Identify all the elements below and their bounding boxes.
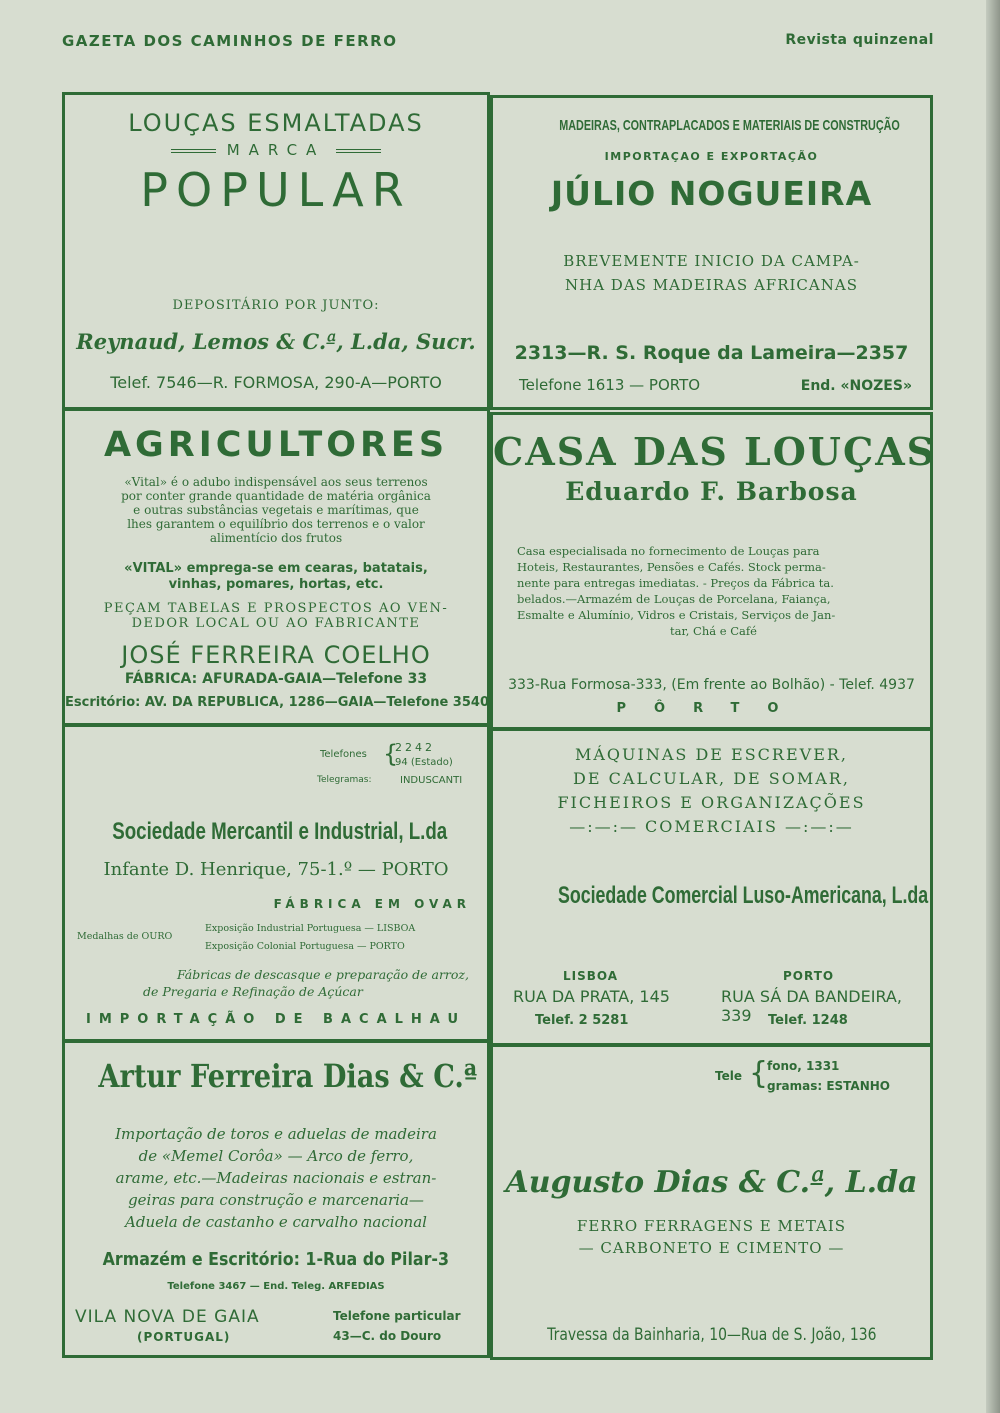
- ad5-italic1: Fábricas de descasque e preparação de arroz,: [176, 967, 469, 982]
- ad2-address: 2313—R. S. Roque da Lameira—2357: [514, 342, 909, 364]
- ad6-porto-tel: Telef. 1248: [768, 1013, 848, 1028]
- ad1-brand: POPULAR: [140, 163, 412, 217]
- ad4-city: PÔRTO: [616, 701, 807, 716]
- ad7-t3: arame, etc.—Madeiras nacionais e estran-: [115, 1169, 437, 1187]
- ad8-tele: Tele: [715, 1069, 742, 1083]
- ad2-name: JÚLIO NOGUEIRA: [550, 174, 873, 213]
- ad8-address: Travessa da Bainharia, 10—Rua de S. João, 136: [546, 1325, 877, 1345]
- ad7-t4: geiras para construção e marcenaria—: [128, 1191, 424, 1209]
- ad2-text1: BREVEMENTE INICIO DA CAMPA-: [563, 252, 860, 270]
- ad3-p1-l1: «Vital» é o adubo indispensável aos seus terrenos: [124, 475, 428, 489]
- ad3-p1-l2: por conter grande quantidade de matéria orgânica: [121, 489, 431, 503]
- ad5-expo2: Exposição Colonial Portuguesa — PORTO: [205, 941, 405, 952]
- ad5-telegramas-label: Telegramas:: [317, 775, 372, 785]
- ad2-phone: Telefone 1613 — PORTO: [519, 376, 701, 394]
- ad3-fabrica: FÁBRICA: AFURADA-GAIA—Telefone 33: [124, 671, 428, 687]
- ad8-name: Augusto Dias & C.ª, L.da: [505, 1165, 918, 1200]
- ad6-l2: DE CALCULAR, DE SOMAR,: [573, 769, 850, 788]
- ad7-name: Artur Ferreira Dias & C.ª: [98, 1057, 478, 1095]
- ad4-t3: nente para entregas imediatas. - Preços da Fábrica ta.: [517, 576, 834, 590]
- ad-sociedade-mercantil: Telefones { 2242 94 (Estado) Telegramas: INDUSCANTI Sociedade Mercantil e Industrial, L.da Infante D. Henrique, 75-1.º — PORTO FÁBRICA EM OVAR Medalhas de OURO Exposição Industrial Portuguesa — LISBOA Exposição Colonial Portuguesa — PORTO Fábricas de descasque e preparação de arroz, de Pregaria e Refinação de Açúcar IMPORTAÇÃO DE BACALHAU: [62, 724, 490, 1042]
- ad-agricultores: [62, 408, 490, 726]
- ad2-end: End. «NOZES»: [800, 378, 912, 394]
- ad4-t1: Casa especialisada no fornecimento de Louças para: [517, 544, 820, 558]
- ad8-fono: fono, 1331: [767, 1059, 840, 1073]
- ad5-bottom: IMPORTAÇÃO DE BACALHAU: [85, 1012, 467, 1027]
- ad-artur-ferreira: [62, 1040, 490, 1358]
- ad3-p2-l1: «VITAL» emprega-se em cearas, batatais,: [124, 561, 428, 576]
- ad7-country: (PORTUGAL): [137, 1330, 231, 1344]
- ad6-lisboa-tel: Telef. 2 5281: [535, 1013, 629, 1028]
- ad6-name: Sociedade Comercial Luso-Americana, L.da: [558, 882, 929, 909]
- ad2-text2: NHA DAS MADEIRAS AFRICANAS: [565, 276, 858, 294]
- ad6-porto: PORTO: [783, 969, 835, 983]
- ad-luso-americana: [490, 728, 933, 1046]
- ad1-contact: Telef. 7546—R. FORMOSA, 290-A—PORTO: [110, 373, 442, 392]
- ad7-tel-part-l2: 43—C. do Douro: [333, 1329, 442, 1343]
- header-right: Revista quinzenal: [785, 32, 934, 48]
- ad3-p3-l2: DEDOR LOCAL OU AO FABRICANTE: [131, 616, 421, 631]
- ad7-t2: de «Memel Corôa» — Arco de ferro,: [138, 1147, 414, 1165]
- ad3-escritorio: Escritório: AV. DA REPUBLICA, 1286—GAIA—Telefone 3540: [65, 695, 489, 710]
- ad1-marca: MARCA: [226, 141, 326, 159]
- ad7-t5: Aduela de castanho e carvalho nacional: [125, 1213, 427, 1231]
- ad5-tel1: 2242: [395, 741, 435, 754]
- ad-loucas-popular: [62, 92, 490, 410]
- ad6-lisboa-addr: RUA DA PRATA, 145: [513, 987, 670, 1006]
- ad4-title: CASA DAS LOUÇAS: [493, 429, 937, 474]
- ad3-p3-l1: PEÇAM TABELAS E PROSPECTOS AO VEN-: [103, 601, 449, 616]
- ad6-l4: —:—:— COMERCIAIS —:—:—: [569, 817, 854, 836]
- ad7-t1: Importação de toros e aduelas de madeira: [115, 1125, 437, 1143]
- ad5-telegramas: INDUSCANTI: [400, 775, 463, 786]
- ad5-name: Sociedade Mercantil e Industrial, L.da: [112, 818, 448, 845]
- ad3-p1-l5: alimentício dos frutos: [209, 531, 343, 545]
- page-edge-shadow: [986, 0, 1000, 1413]
- ad1-line1: LOUÇAS ESMALTADAS: [128, 109, 424, 137]
- ad7-armazem: Armazém e Escritório: 1-Rua do Pilar-3: [102, 1249, 450, 1270]
- ad6-l1: MÁQUINAS DE ESCREVER,: [574, 745, 849, 764]
- ad4-t4: belados.—Armazém de Louças de Porcelana, Faiança,: [517, 592, 831, 606]
- ad4-t2: Hoteis, Restaurantes, Pensões e Cafés. Stock perma-: [517, 560, 826, 574]
- ad3-name: JOSÉ FERREIRA COELHO: [121, 641, 431, 669]
- ad5-fabrica: FÁBRICA EM OVAR: [273, 897, 471, 911]
- ad3-p1-l3: e outras substâncias vegetais e marítimas, que: [133, 503, 419, 517]
- ad8-l1: FERRO FERRAGENS E METAIS: [576, 1217, 847, 1235]
- ad5-expo1: Exposição Industrial Portuguesa — LISBOA: [205, 923, 416, 934]
- ad2-line2: IMPORTAÇAO E EXPORTAÇÃO: [604, 150, 819, 163]
- ad1-company: Reynaud, Lemos & C.ª, L.da, Sucr.: [76, 329, 476, 354]
- ad6-l3: FICHEIROS E ORGANIZAÇÕES: [557, 793, 866, 812]
- ad6-lisboa: LISBOA: [563, 969, 619, 983]
- ad5-italic2: de Pregaria e Refinação de Açúcar: [143, 984, 363, 999]
- ad3-p1-l4: lhes garantem o equilíbrio dos terrenos e o valor: [127, 517, 425, 531]
- ad4-address: 333-Rua Formosa-333, (Em frente ao Bolhão) - Telef. 4937: [508, 677, 915, 693]
- ad-julio-nogueira: [490, 95, 933, 410]
- ad8-l2: — CARBONETO E CIMENTO —: [578, 1239, 845, 1257]
- ad8-gramas: gramas: ESTANHO: [767, 1079, 890, 1093]
- ad-casa-loucas: [490, 412, 937, 730]
- ad5-address: Infante D. Henrique, 75-1.º — PORTO: [103, 859, 449, 880]
- ad7-telefone: Telefone 3467 — End. Teleg. ARFEDIAS: [167, 1281, 385, 1292]
- ad3-p2-l2: vinhas, pomares, hortas, etc.: [168, 577, 384, 592]
- ad1-depositario: DEPOSITÁRIO POR JUNTO:: [172, 298, 380, 313]
- ad7-tel-part-l1: Telefone particular: [333, 1309, 461, 1323]
- ad4-t6: tar, Chá e Café: [670, 624, 757, 638]
- ad4-owner: Eduardo F. Barbosa: [565, 477, 858, 506]
- ad4-t5: Esmalte e Alumínio, Vidros e Cristais, Serviços de Jan-: [517, 608, 836, 622]
- ad2-line1: MADEIRAS, CONTRAPLACADOS E MATERIAIS DE CONSTRUÇÃO: [559, 117, 900, 134]
- ad6-porto-addr: RUA SÁ DA BANDEIRA, 339: [721, 987, 902, 1025]
- ad-augusto-dias: Tele { fono, 1331 gramas: ESTANHO Augusto Dias & C.ª, L.da FERRO FERRAGENS E METAIS — CARBONETO E CIMENTO — Travessa da Bainharia, 10—Rua de S. João, 136: [490, 1044, 933, 1360]
- header-left: GAZETA DOS CAMINHOS DE FERRO: [62, 32, 398, 50]
- ad3-title: AGRICULTORES: [103, 425, 449, 465]
- ad5-medalhas: Medalhas de OURO: [77, 931, 173, 942]
- ad5-tel-label: Telefones: [320, 749, 367, 760]
- ad7-city: VILA NOVA DE GAIA: [75, 1307, 260, 1327]
- ad5-tel2: 94 (Estado): [395, 757, 453, 768]
